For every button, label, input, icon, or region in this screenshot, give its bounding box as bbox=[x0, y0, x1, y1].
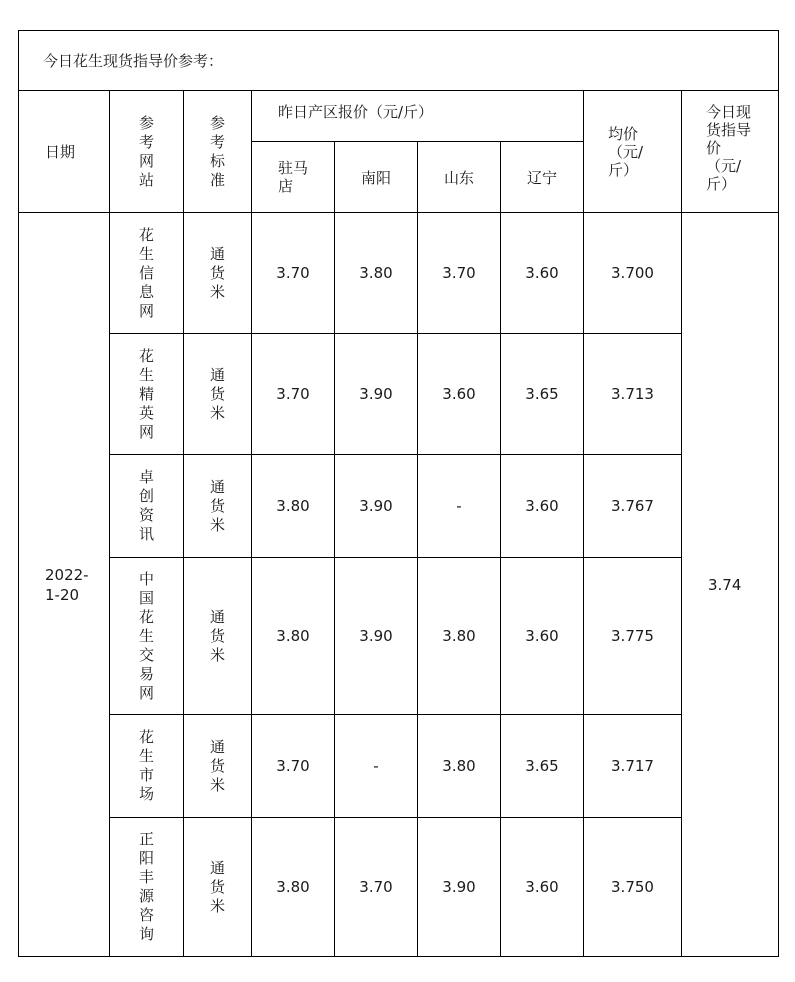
price-nanyang: 3.90 bbox=[335, 334, 418, 455]
header-site-label: 参考网站 bbox=[139, 113, 155, 189]
avg-price: 3.767 bbox=[584, 455, 682, 558]
table-row bbox=[19, 558, 779, 715]
price-nanyang: 3.90 bbox=[335, 558, 418, 715]
table-title: 今日花生现货指导价参考： bbox=[19, 31, 779, 91]
price-shandong: 3.60 bbox=[418, 334, 501, 455]
standard-name: 通货米 bbox=[210, 244, 226, 301]
header-today-label: 今日现货指导价（元/斤） bbox=[706, 103, 752, 193]
standard-cell bbox=[184, 818, 252, 957]
price-shandong: - bbox=[418, 455, 501, 558]
price-shandong: 3.80 bbox=[418, 715, 501, 818]
site-name: 花生市场 bbox=[139, 728, 155, 803]
price-nanyang: 3.80 bbox=[335, 213, 418, 334]
header-region-zhumadian-label: 驻马店 bbox=[278, 159, 309, 195]
header-standard bbox=[184, 91, 252, 213]
header-region-nanyang: 南阳 bbox=[335, 142, 418, 213]
header-region-zhumadian bbox=[252, 142, 335, 213]
avg-price: 3.775 bbox=[584, 558, 682, 715]
price-liaoning: 3.65 bbox=[501, 715, 584, 818]
price-table bbox=[18, 30, 779, 957]
header-avg-label: 均价（元/斤） bbox=[608, 124, 644, 179]
standard-name: 通货米 bbox=[210, 365, 226, 422]
today-price-cell bbox=[682, 213, 779, 957]
header-region-shandong: 山东 bbox=[418, 142, 501, 213]
price-liaoning: 3.60 bbox=[501, 818, 584, 957]
price-zhumadian: 3.80 bbox=[252, 818, 335, 957]
table-row bbox=[19, 818, 779, 957]
standard-name: 通货米 bbox=[210, 858, 226, 915]
avg-price: 3.713 bbox=[584, 334, 682, 455]
header-region-group: 昨日产区报价（元/斤） bbox=[252, 91, 584, 142]
table-row bbox=[19, 455, 779, 558]
site-name: 花生信息网 bbox=[139, 225, 155, 320]
table-row bbox=[19, 715, 779, 818]
today-price-value: 3.74 bbox=[708, 575, 742, 594]
title-row bbox=[19, 31, 779, 91]
site-name: 花生精英网 bbox=[139, 346, 155, 441]
standard-cell bbox=[184, 213, 252, 334]
standard-cell bbox=[184, 715, 252, 818]
price-shandong: 3.70 bbox=[418, 213, 501, 334]
header-site bbox=[110, 91, 184, 213]
price-liaoning: 3.60 bbox=[501, 455, 584, 558]
header-standard-label: 参考标准 bbox=[210, 113, 226, 189]
table-row bbox=[19, 334, 779, 455]
price-liaoning: 3.60 bbox=[501, 213, 584, 334]
table-row bbox=[19, 213, 779, 334]
site-cell bbox=[110, 334, 184, 455]
date-cell bbox=[19, 213, 110, 957]
standard-cell bbox=[184, 558, 252, 715]
header-date-label: 日期 bbox=[45, 143, 76, 161]
avg-price: 3.717 bbox=[584, 715, 682, 818]
site-cell bbox=[110, 213, 184, 334]
price-nanyang: 3.70 bbox=[335, 818, 418, 957]
header-row-1 bbox=[19, 91, 779, 142]
price-liaoning: 3.60 bbox=[501, 558, 584, 715]
standard-name: 通货米 bbox=[210, 737, 226, 794]
date-value: 2022-1-20 bbox=[45, 565, 89, 604]
price-nanyang: - bbox=[335, 715, 418, 818]
price-zhumadian: 3.70 bbox=[252, 213, 335, 334]
header-avg bbox=[584, 91, 682, 213]
avg-price: 3.700 bbox=[584, 213, 682, 334]
price-nanyang: 3.90 bbox=[335, 455, 418, 558]
site-name: 卓创资讯 bbox=[139, 468, 155, 543]
site-cell bbox=[110, 715, 184, 818]
site-cell bbox=[110, 558, 184, 715]
price-zhumadian: 3.80 bbox=[252, 455, 335, 558]
standard-cell bbox=[184, 334, 252, 455]
site-cell bbox=[110, 455, 184, 558]
header-region-liaoning: 辽宁 bbox=[501, 142, 584, 213]
site-name: 中国花生交易网 bbox=[139, 569, 155, 702]
price-shandong: 3.80 bbox=[418, 558, 501, 715]
price-shandong: 3.90 bbox=[418, 818, 501, 957]
header-today bbox=[682, 91, 779, 213]
header-date bbox=[19, 91, 110, 213]
price-zhumadian: 3.70 bbox=[252, 334, 335, 455]
price-zhumadian: 3.80 bbox=[252, 558, 335, 715]
price-liaoning: 3.65 bbox=[501, 334, 584, 455]
price-zhumadian: 3.70 bbox=[252, 715, 335, 818]
site-cell bbox=[110, 818, 184, 957]
site-name: 正阳丰源咨询 bbox=[139, 830, 155, 943]
avg-price: 3.750 bbox=[584, 818, 682, 957]
standard-name: 通货米 bbox=[210, 477, 226, 534]
standard-name: 通货米 bbox=[210, 607, 226, 664]
standard-cell bbox=[184, 455, 252, 558]
